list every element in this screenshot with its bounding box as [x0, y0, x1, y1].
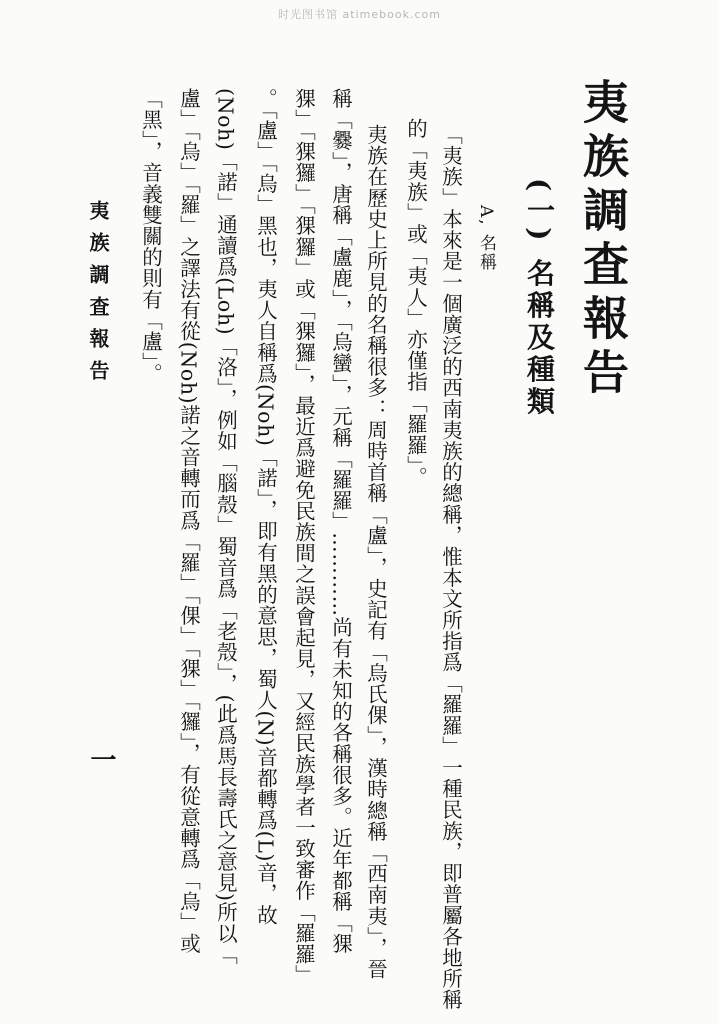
paragraph-line-6: 。「盧」「烏」黑也，夷人自稱爲(Noh)「諾」，即有黑的意思，蜀人(N)音都轉爲(L)音，故 [253, 88, 278, 926]
watermark: 时光图书馆 atimebook.com [278, 8, 441, 21]
paragraph-line-9: 「黑」，音義雙關的則有「盧」。 [138, 88, 163, 384]
paragraph-line-2: 的「夷族」或「夷人」亦僅指「羅羅」。 [403, 118, 428, 488]
page-title: 夷族調査報告 [576, 78, 630, 402]
page-number: 一 [86, 746, 116, 772]
paragraph-line-3: 夷族在歷史上所見的名稱很多：周時首稱「盧」，史記有「烏氏倮」，漢時總稱「西南夷」，晉 [363, 124, 388, 980]
paragraph-line-1: 「夷族」本來是一個廣泛的西南夷族的總稱，惟本文所指爲「羅羅」一種民族，即普屬各地所稱 [438, 124, 463, 1011]
paragraph-line-4: 稱「爨」，唐稱「盧鹿」，「烏蠻」，元稱「羅羅」…………尚有未知的各稱很多。近年都稱「猓 [328, 88, 353, 955]
section-heading: (一) 名稱及種類 [523, 178, 556, 419]
side-caption: 夷族調査報告 [86, 200, 110, 392]
paragraph-line-7: (Noh)「諾」通讀爲(Loh)「洛」，例如「腦殼」蜀音爲「老殼」，(此爲馬長壽氏之意見)所以「 [213, 88, 238, 965]
paragraph-line-8: 盧」「烏」「羅」之譯法有從(Noh)諾之音轉而爲「羅」「倮」「猓」「玀」，有從意轉爲「烏」或 [176, 88, 201, 955]
subsection-heading: A, 名稱 [476, 205, 496, 273]
paragraph-line-5: 猓」「猓玀」「猓玀」或「猓玀」，最近爲避免民族間之誤會起見，又經民族學者一致審作「羅羅」 [291, 88, 316, 986]
